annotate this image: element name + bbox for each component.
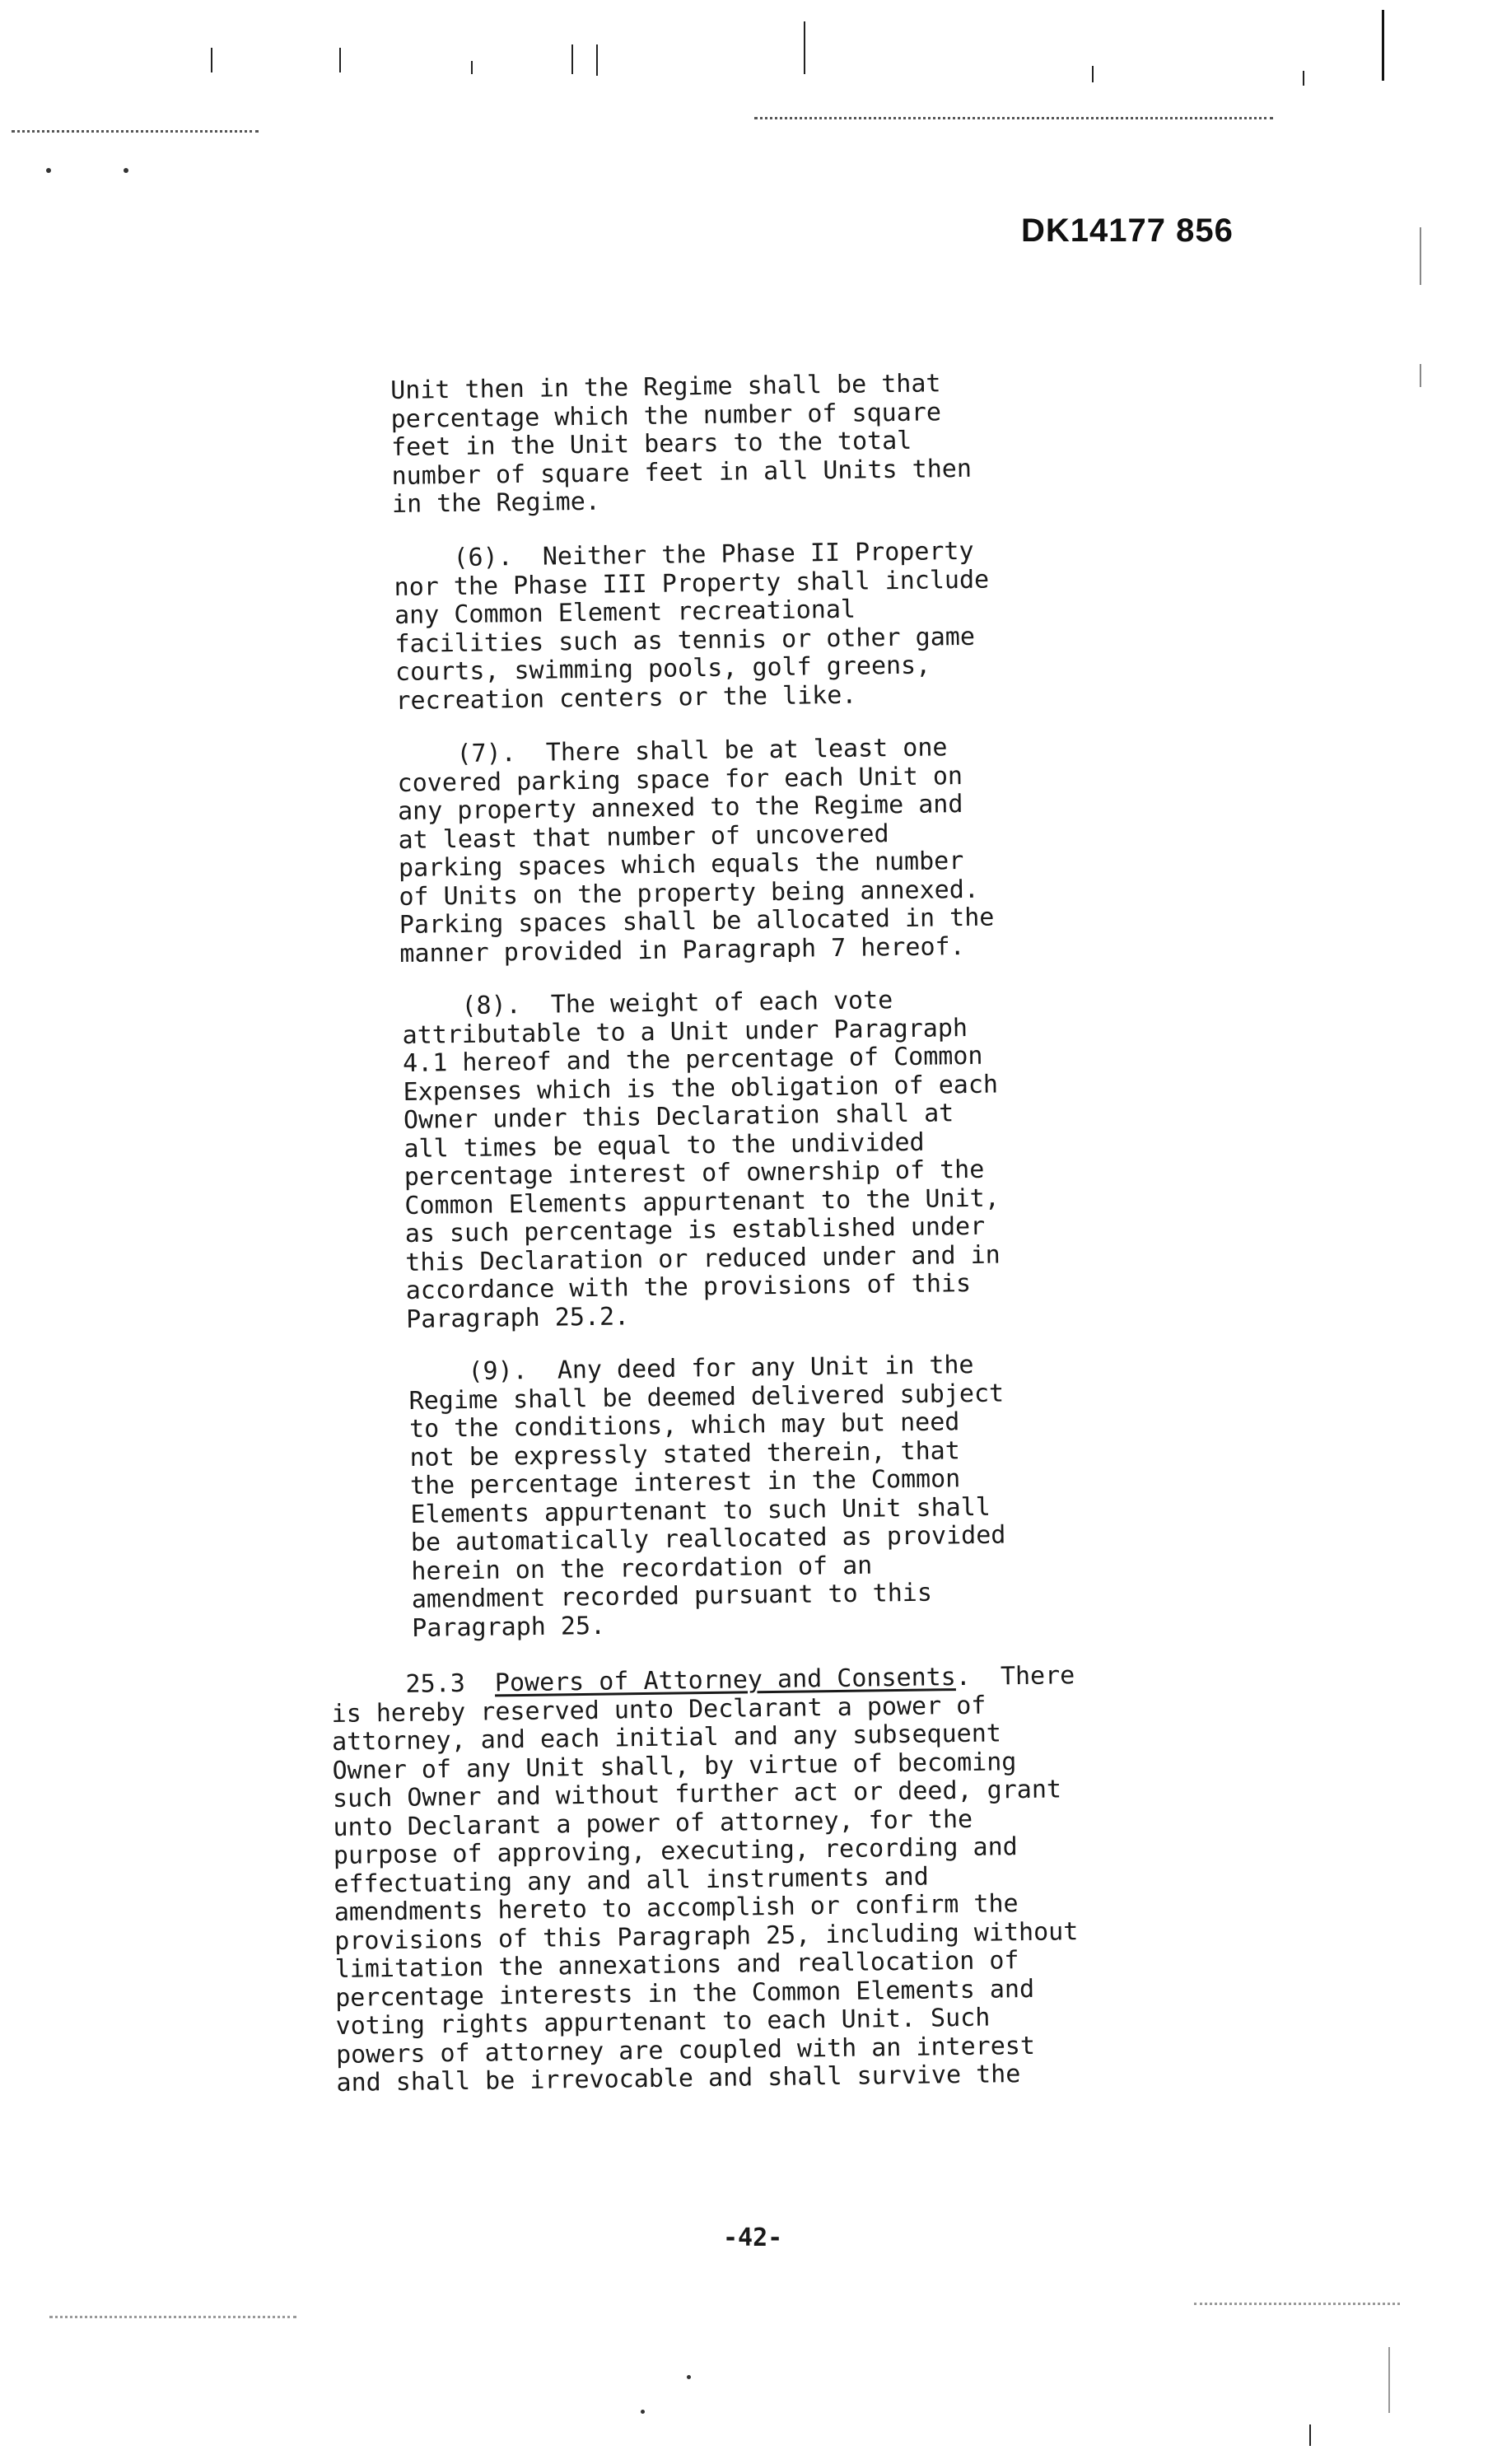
scan-mark (339, 48, 341, 72)
paragraph-unit-percentage: Unit then in the Regime shall be that percentage which the number of square feet in the Unit bears to the total number of square feet in all Units then in the Regime. (389, 369, 973, 519)
scan-mark (1092, 66, 1094, 82)
scan-noise (49, 2316, 296, 2321)
scan-noise (12, 130, 259, 135)
paragraph-6: (6). Neither the Phase II Property nor the Phase III Property shall include any Common Element recreational facilities such as tennis or other game courts, swimming pools, golf greens, recreation centers or the like. (393, 536, 990, 716)
paragraph-7: (7). There shall be at least one covered parking space for each Unit on any property annexed to the Regime and at least that number of uncovered parking spaces which equals the number of Units on the property being annexed. Parking spaces shall be allocated in the manner provided in Paragraph 7 hereof. (396, 733, 995, 968)
scan-noise (1194, 2303, 1400, 2308)
scan-mark (1388, 2347, 1390, 2413)
scan-mark (804, 21, 805, 74)
paragraph-9: (9). Any deed for any Unit in the Regime shall be deemed delivered subject to the conditions, which may but need not be expressly stated therein, that the percentage interest in the Common Elements appurtenant to such Unit shall be automatically reallocated as provided herein on the recordation of an amendment recorded pursuant to this Paragraph 25. (408, 1351, 1006, 1643)
section-heading: Powers of Attorney and Consents (494, 1663, 956, 1698)
scan-mark (211, 48, 212, 72)
scan-dot (124, 168, 128, 173)
scan-edge-line (1382, 10, 1384, 81)
section-body: is hereby reserved unto Declarant a power of attorney, and each initial and any subsequent Owner of any Unit shall, by virtue of becoming such Owner and without further act or deed, grant unto Declarant a power of attorney, for the purpose of approving, executing, recording and effectuating any and all instruments and amendments hereto to accomplish or confirm the provisions of this Paragraph 25, including without limitation the annexations and reallocation of percentage interests in the Common Elements and voting rights appurtenant to each Unit. Such powers of attorney are coupled with an interest and shall be irrevocable and shall survive the (331, 1691, 1079, 2098)
section-number: 25.3 (330, 1668, 496, 1700)
scan-mark (1420, 227, 1421, 285)
scan-dot (687, 2375, 691, 2379)
scan-mark (1420, 364, 1421, 387)
scan-mark (1309, 2424, 1311, 2446)
section-25-3 (331, 1662, 1080, 2098)
scan-noise (754, 117, 1273, 122)
scan-mark (1303, 71, 1304, 86)
page-number: -42- (723, 2224, 783, 2252)
scan-mark (471, 61, 473, 74)
scan-mark (596, 44, 598, 76)
scan-dot (641, 2410, 645, 2414)
document-number: DK14177 856 (1021, 212, 1234, 249)
scan-dot (46, 168, 51, 173)
paragraph-8: (8). The weight of each vote attributable to a Unit under Paragraph 4.1 hereof and the percentage of Common Expenses which is the obligation of each Owner under this Declaration shall at all times be equal to the undivided percentage interest of ownership of the Common Elements appurtenant to the Unit, as such percentage is established under this Declaration or reduced under and in accordance with the provisions of this Paragraph 25.2. (401, 986, 1001, 1334)
section-heading-tail: . There (955, 1661, 1075, 1692)
scan-mark (571, 44, 573, 74)
